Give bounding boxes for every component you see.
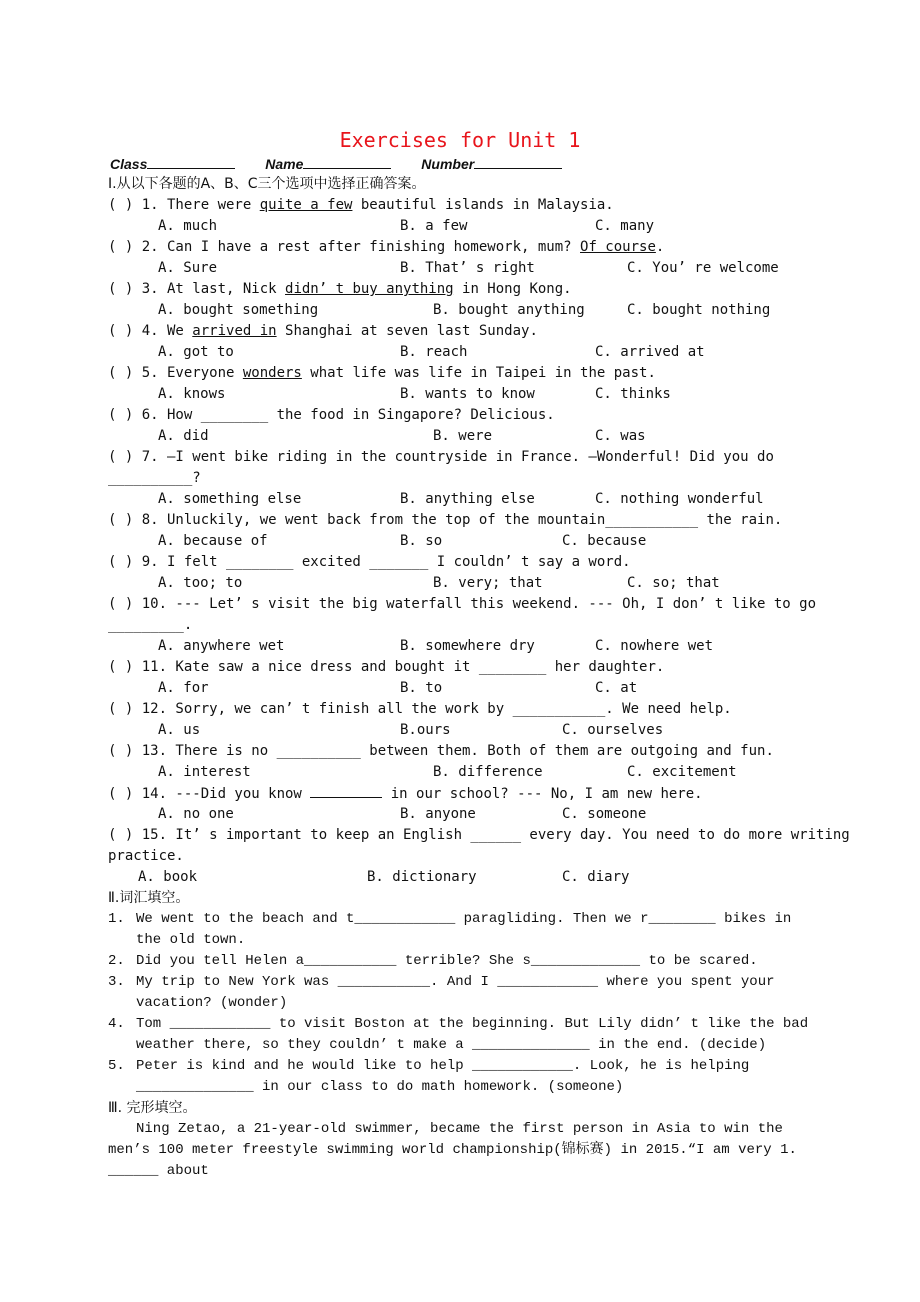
question-text: ( ) 1. There were — [108, 197, 260, 213]
question-2 — [108, 237, 814, 258]
cloze-paragraph: Ning Zetao, a 21-year-old swimmer, became the first person in Asia to win the men’s 100 meter freestyle swimming world championship(锦标赛) in 2015.“I am very 1. ______ about — [108, 1121, 797, 1179]
option-b[interactable]: B. were — [433, 428, 493, 444]
option-b[interactable]: B. dictionary — [367, 869, 477, 885]
vocab-item-2 — [108, 951, 814, 972]
vocab-item-1 — [108, 909, 814, 951]
option-b[interactable]: B. a few — [400, 218, 468, 234]
vocab-item-5 — [108, 1056, 814, 1098]
option-a[interactable]: A. Sure — [158, 260, 218, 276]
option-b[interactable]: B. bought anything — [433, 302, 585, 318]
option-row — [108, 678, 814, 699]
item-number: 4. — [108, 1016, 125, 1032]
option-a[interactable]: A. knows — [158, 386, 226, 402]
question-continuation: __________? — [108, 470, 201, 486]
option-b[interactable]: B. wants to know — [400, 386, 535, 402]
answer-blank[interactable] — [310, 783, 382, 798]
question-text: ( ) 13. There is no __________ between them. Both of them are outgoing and fun. — [108, 743, 774, 759]
question-10 — [108, 594, 817, 615]
question-text: ( ) 4. We — [108, 323, 193, 339]
question-text: ( ) 7. –I went bike riding in the countryside in France. –Wonderful! Did you do — [108, 449, 774, 465]
question-13 — [108, 741, 814, 762]
item-number: 1. — [108, 911, 125, 927]
number-blank[interactable] — [474, 168, 562, 169]
option-row — [108, 762, 814, 783]
question-text: ( ) 10. --- Let’ s visit the big waterfall this weekend. --- Oh, I don’ t like to go — [108, 596, 817, 612]
option-b[interactable]: B.ours — [400, 722, 451, 738]
question-text: ( ) 3. At last, Nick — [108, 281, 286, 297]
question-11 — [108, 657, 814, 678]
vocab-item-4 — [108, 1014, 814, 1056]
section-3-heading: Ⅲ. 完形填空。 — [108, 1100, 197, 1116]
underlined-phrase: quite a few — [259, 197, 353, 213]
option-c[interactable]: C. You’ re welcome — [627, 260, 779, 276]
option-a[interactable]: A. interest — [158, 764, 251, 780]
option-a[interactable]: A. for — [158, 680, 209, 696]
option-c[interactable]: C. arrived at — [595, 344, 705, 360]
option-b[interactable]: B. somewhere dry — [400, 638, 535, 654]
underlined-phrase: didn’ t buy anything — [285, 281, 454, 297]
option-a[interactable]: A. too; to — [158, 575, 243, 591]
option-c[interactable]: C. excitement — [627, 764, 737, 780]
question-text: ( ) 11. Kate saw a nice dress and bought it ________ her daughter. — [108, 659, 665, 675]
question-12 — [108, 699, 814, 720]
option-row — [108, 636, 814, 657]
option-a[interactable]: A. much — [158, 218, 218, 234]
option-row — [108, 720, 814, 741]
option-b[interactable]: B. very; that — [433, 575, 543, 591]
option-row — [108, 489, 814, 510]
section-2-heading: Ⅱ.词汇填空。 — [108, 890, 190, 906]
item-text: Peter is kind and he would like to help ____________. Look, he is helping ______________ in our class to do math homework. (someone) — [136, 1058, 750, 1095]
option-row — [108, 216, 814, 237]
vocab-item-3 — [108, 972, 814, 1014]
option-a[interactable]: A. something else — [158, 491, 302, 507]
worksheet-content — [108, 174, 850, 1182]
option-c[interactable]: C. so; that — [627, 575, 720, 591]
option-c[interactable]: C. someone — [562, 806, 647, 822]
option-a[interactable]: A. got to — [158, 344, 234, 360]
option-row — [108, 342, 814, 363]
option-c[interactable]: C. was — [595, 428, 646, 444]
option-b[interactable]: B. to — [400, 680, 443, 696]
option-c[interactable]: C. ourselves — [562, 722, 664, 738]
question-9 — [108, 552, 814, 573]
question-text: ( ) 6. How ________ the food in Singapore? Delicious. — [108, 407, 555, 423]
option-row — [108, 531, 814, 552]
question-text-tail: beautiful islands in Malaysia. — [352, 197, 614, 213]
option-a[interactable]: A. anywhere wet — [158, 638, 285, 654]
underlined-phrase: Of course — [580, 239, 656, 255]
question-text: ( ) 12. Sorry, we can’ t finish all the work by ___________. We need help. — [108, 701, 732, 717]
underlined-phrase: wonders — [242, 365, 302, 381]
question-8 — [108, 510, 814, 531]
question-continuation: practice. — [108, 848, 184, 864]
question-3 — [108, 279, 814, 300]
item-text: Did you tell Helen a___________ terrible? She s_____________ to be scared. — [136, 953, 758, 969]
option-c[interactable]: C. nowhere wet — [595, 638, 714, 654]
option-b[interactable]: B. difference — [433, 764, 543, 780]
option-c[interactable]: C. nothing wonderful — [595, 491, 764, 507]
option-b[interactable]: B. so — [400, 533, 443, 549]
option-c[interactable]: C. bought nothing — [627, 302, 771, 318]
option-row — [108, 867, 814, 888]
vocabulary-list — [108, 909, 814, 1098]
option-b[interactable]: B. anything else — [400, 491, 535, 507]
option-row — [108, 426, 814, 447]
underlined-phrase: arrived in — [192, 323, 277, 339]
class-blank[interactable] — [147, 168, 235, 169]
question-text: ( ) 2. Can I have a rest after finishing homework, mum? — [108, 239, 581, 255]
question-text: ( ) 9. I felt ________ excited _______ I couldn’ t say a word. — [108, 554, 631, 570]
question-text-tail: . — [655, 239, 665, 255]
option-b[interactable]: B. That’ s right — [400, 260, 535, 276]
class-label: Class — [110, 156, 148, 172]
number-label: Number — [421, 156, 475, 172]
item-text: My trip to New York was ___________. And I ____________ where you spent your vacation? (wonder) — [136, 974, 775, 1011]
option-row — [108, 258, 814, 279]
option-c[interactable]: C. thinks — [595, 386, 671, 402]
page-title: Exercises for Unit 1 — [339, 128, 581, 152]
option-c[interactable]: C. many — [595, 218, 655, 234]
option-c[interactable]: C. diary — [562, 869, 630, 885]
option-row — [108, 804, 814, 825]
question-text: ( ) 14. ---Did you know — [108, 786, 311, 802]
option-a[interactable]: A. because of — [158, 533, 268, 549]
item-text: We went to the beach and t____________ paragliding. Then we r________ bikes in the old town. — [136, 911, 792, 948]
question-7 — [108, 447, 814, 468]
option-b[interactable]: B. reach — [400, 344, 468, 360]
option-row — [108, 384, 814, 405]
question-text: ( ) 8. Unluckily, we went back from the top of the mountain___________ the rain. — [108, 512, 783, 528]
option-a[interactable]: A. bought something — [158, 302, 319, 318]
student-info-line — [110, 156, 588, 172]
option-b[interactable]: B. anyone — [400, 806, 476, 822]
question-1 — [108, 195, 814, 216]
question-text-tail: in Hong Kong. — [453, 281, 572, 297]
option-row — [108, 300, 814, 321]
option-c[interactable]: C. at — [595, 680, 638, 696]
question-text: ( ) 15. It’ s important to keep an English ______ every day. You need to do more writing — [108, 827, 850, 843]
question-text-tail: in our school? --- No, I am new here. — [382, 786, 703, 802]
question-text-tail: Shanghai at seven last Sunday. — [276, 323, 538, 339]
question-14 — [108, 783, 814, 804]
section-1-heading: Ⅰ.从以下各题的A、B、C三个选项中选择正确答案。 — [108, 176, 426, 192]
option-a[interactable]: A. us — [158, 722, 201, 738]
question-15 — [108, 825, 850, 846]
question-5 — [108, 363, 814, 384]
option-a[interactable]: A. no one — [158, 806, 234, 822]
question-text-tail: what life was life in Taipei in the past. — [301, 365, 656, 381]
option-a[interactable]: A. book — [138, 869, 198, 885]
item-number: 2. — [108, 953, 125, 969]
name-blank[interactable] — [303, 168, 391, 169]
option-row — [108, 573, 814, 594]
item-text: Tom ____________ to visit Boston at the beginning. But Lily didn’ t like the bad weather there, so they couldn’ t make a ______________ in the end. (decide) — [136, 1016, 809, 1053]
question-4 — [108, 321, 814, 342]
item-number: 3. — [108, 974, 125, 990]
question-6 — [108, 405, 814, 426]
multiple-choice-list — [108, 195, 850, 888]
question-text: ( ) 5. Everyone — [108, 365, 243, 381]
item-number: 5. — [108, 1058, 125, 1074]
name-label: Name — [265, 156, 304, 172]
question-continuation: _________. — [108, 617, 193, 633]
option-c[interactable]: C. because — [562, 533, 647, 549]
option-a[interactable]: A. did — [158, 428, 209, 444]
